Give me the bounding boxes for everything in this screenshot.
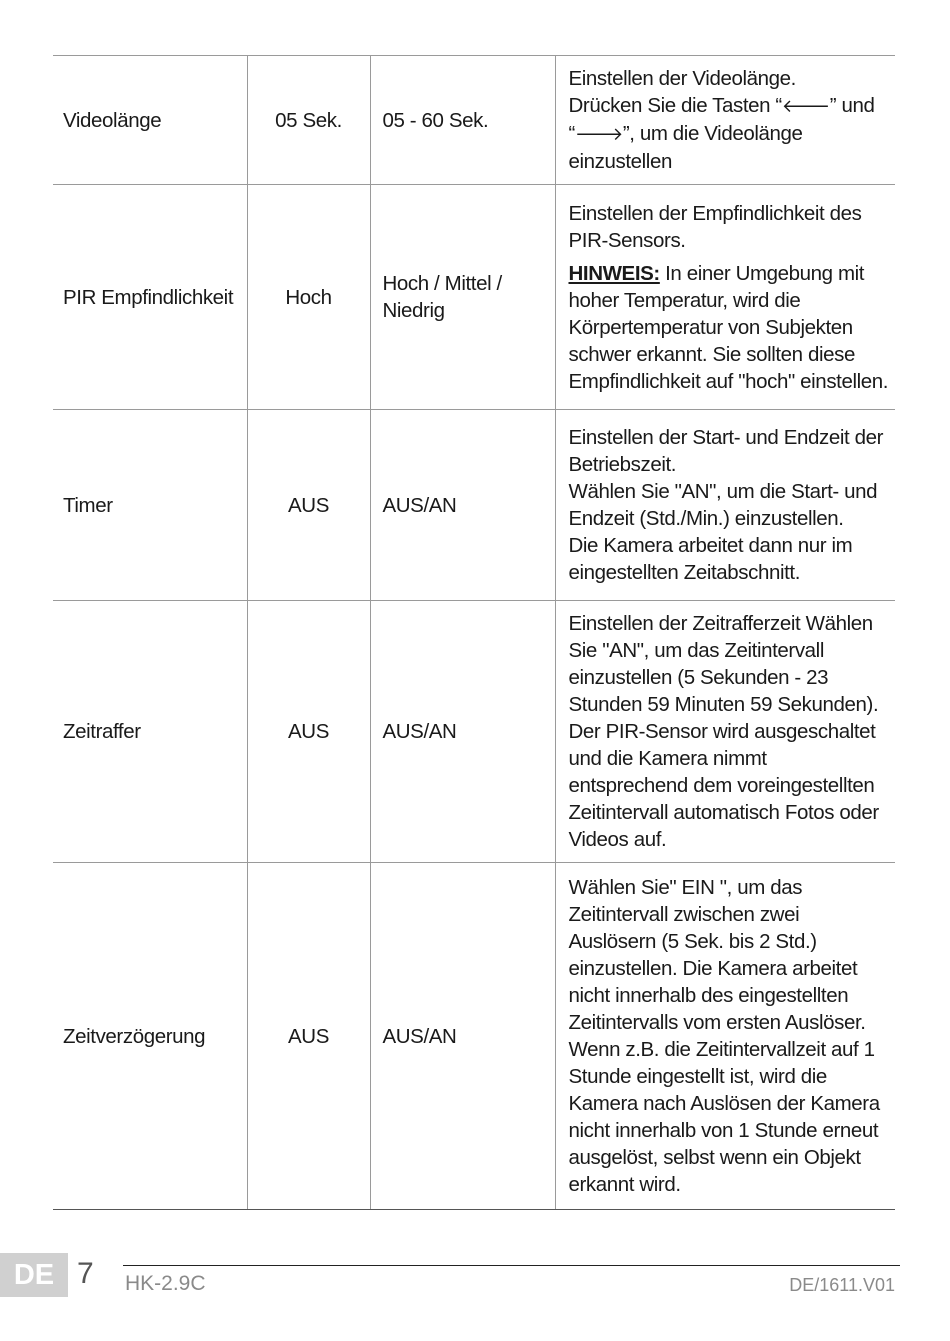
note xyxy=(569,260,890,395)
table-row-zeitraffer xyxy=(53,601,895,863)
description-line: Einstellen der Videolänge. xyxy=(568,67,796,90)
table-row-zeitverzoegerung xyxy=(53,863,895,1210)
description xyxy=(555,601,895,863)
description-line: Einstellen der Start- und Endzeit der Betriebszeit. xyxy=(568,426,884,476)
note-text: In einer Umgebung mit hoher Temperatur, wird die Körpertemperatur von Subjekten schwer erkannt. Sie sollten diese Empfindlichkeit auf "hoch" einstellen. xyxy=(568,261,889,393)
value-range: AUS/AN xyxy=(370,863,555,1210)
description xyxy=(555,185,895,410)
setting-name: Videolänge xyxy=(53,56,247,185)
default-value: AUS xyxy=(247,601,370,863)
description-text: ”, um die Videolänge einzustellen xyxy=(568,122,803,173)
description-text: Drücken Sie die Tasten “ xyxy=(568,94,782,117)
description-text: Einstellen der Zeitrafferzeit Wählen Sie "AN", um das Zeitintervall einzustellen (5 Sekunden - 23 Stunden 59 Minuten 59 Sekunden). Der PIR-Sensor wird ausgeschaltet und die Kamera nimmt entsprechend dem voreingestellten Zeitintervall automatisch Fotos oder Videos auf. xyxy=(568,612,879,851)
value-range: AUS/AN xyxy=(370,410,555,601)
description-line: Wählen Sie "AN", um die Start- und Endzeit (Std./Min.) einzustellen. xyxy=(568,480,878,530)
settings-table xyxy=(53,55,895,1210)
default-value: Hoch xyxy=(247,185,370,410)
description xyxy=(555,56,895,185)
left-arrow-icon: 🡐 xyxy=(781,96,830,117)
note-label: HINWEIS: xyxy=(568,261,660,285)
default-value: AUS xyxy=(247,410,370,601)
setting-name: Zeitverzögerung xyxy=(53,863,247,1210)
setting-name: Timer xyxy=(53,410,247,601)
footer-divider xyxy=(123,1265,900,1266)
table-row-timer xyxy=(53,410,895,601)
right-arrow-icon: 🡒 xyxy=(574,124,623,145)
description-line: Die Kamera arbeitet dann nur im eingestellten Zeitabschnitt. xyxy=(568,534,853,584)
value-range: Hoch / Mittel / Niedrig xyxy=(370,185,555,410)
table-row-videolaenge xyxy=(53,56,895,185)
setting-name: Zeitraffer xyxy=(53,601,247,863)
description-line xyxy=(569,120,890,175)
description-line: Wenn z.B. die Zeitintervallzeit auf 1 Stunde eingestellt ist, wird die Kamera nach Auslösen der Kamera nicht innerhalb von 1 Stunde erneut ausgelöst, selbst wenn ein Objekt erkannt wird. xyxy=(568,1038,880,1196)
description xyxy=(555,863,895,1210)
model-name: HK-2.9C xyxy=(125,1272,206,1295)
setting-name: PIR Empfindlichkeit xyxy=(53,185,247,410)
value-range: AUS/AN xyxy=(370,601,555,863)
description xyxy=(555,410,895,601)
value-range: 05 - 60 Sek. xyxy=(370,56,555,185)
description-line: Wählen Sie" EIN ", um das Zeitintervall zwischen zwei Auslösern (5 Sek. bis 2 Std.) einzustellen. Die Kamera arbeitet nicht innerhalb des eingestellten Zeitintervalls vom ersten Auslöser. xyxy=(568,876,866,1034)
language-badge: DE xyxy=(0,1253,68,1297)
description-text: Einstellen der Empfindlichkeit des PIR-Sensors. xyxy=(568,201,862,252)
default-value: 05 Sek. xyxy=(247,56,370,185)
page-number: 7 xyxy=(77,1257,94,1290)
description-text: “ xyxy=(568,122,575,145)
document-version: DE/1611.V01 xyxy=(789,1275,895,1295)
description-line xyxy=(569,92,890,120)
default-value: AUS xyxy=(247,863,370,1210)
table-row-pir xyxy=(53,185,895,410)
description-text: ” und xyxy=(829,94,875,117)
